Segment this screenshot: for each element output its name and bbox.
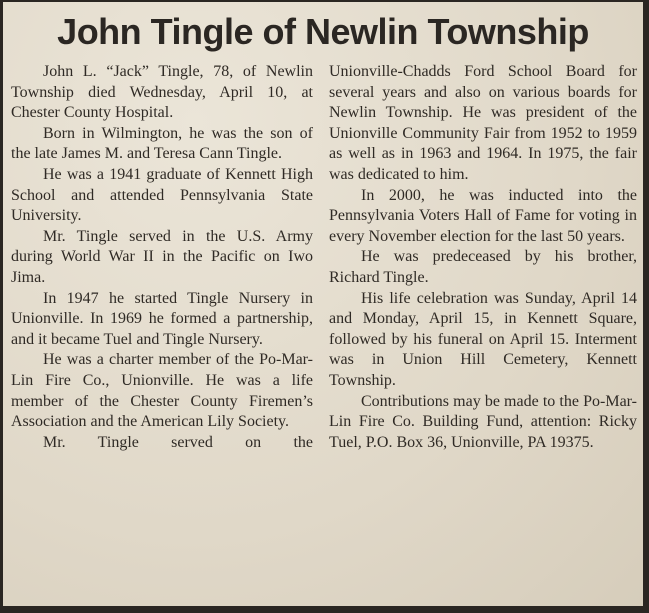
paragraph: John L. “Jack” Tingle, 78, of Newlin Township died Wednesday, April 10, at Chester County Hospital. [11, 63, 313, 122]
paragraph: He was a charter member of the Po-Mar-Lin Fire Co., Unionville. He was a life member of the Chester County Firemen’s Association and the American Lily Society. [11, 351, 313, 431]
paragraph: In 1947 he started Tingle Nursery in Unionville. In 1969 he formed a partnership, and it became Tuel and Tingle Nursery. [11, 289, 313, 348]
paragraph: His life celebration was Sunday, April 14 and Monday, April 15, in Kennett Square, followed by his funeral on April 15. Interment was in Union Hill Cemetery, Kennett Township. [329, 289, 637, 389]
newspaper-clipping [3, 2, 643, 606]
paragraph: Mr. Tingle served in the U.S. Army during World War II in the Pacific on Iwo Jima. [11, 227, 313, 286]
paragraph: He was a 1941 graduate of Kennett High School and attended Pennsylvania State University. [11, 165, 313, 225]
paragraph: Contributions may be made to the Po-Mar-Lin Fire Co. Building Fund, attention: Ricky Tuel, P.O. Box 36, Unionville, PA 19375. [329, 392, 637, 451]
paragraph: In 2000, he was inducted into the Pennsylvania Voters Hall of Fame for voting in every November election for the last 50 years. [329, 186, 637, 245]
paragraph: Mr. Tingle served on the [43, 433, 313, 451]
paragraph: Unionville-Chadds Ford School Board for several years and also on various boards for Newlin Township. He was president of the Unionville Community Fair from 1952 to 1959 as well as in 1963 and 1964. In 1975, the fair was dedicated to him. [329, 63, 637, 183]
right-column [329, 62, 637, 453]
paragraph: Born in Wilmington, he was the son of the late James M. and Teresa Cann Tingle. [11, 124, 313, 163]
paragraph: He was predeceased by his brother, Richard Tingle. [329, 248, 637, 286]
headline: John Tingle of Newlin Township [57, 11, 589, 52]
left-column [11, 62, 313, 453]
